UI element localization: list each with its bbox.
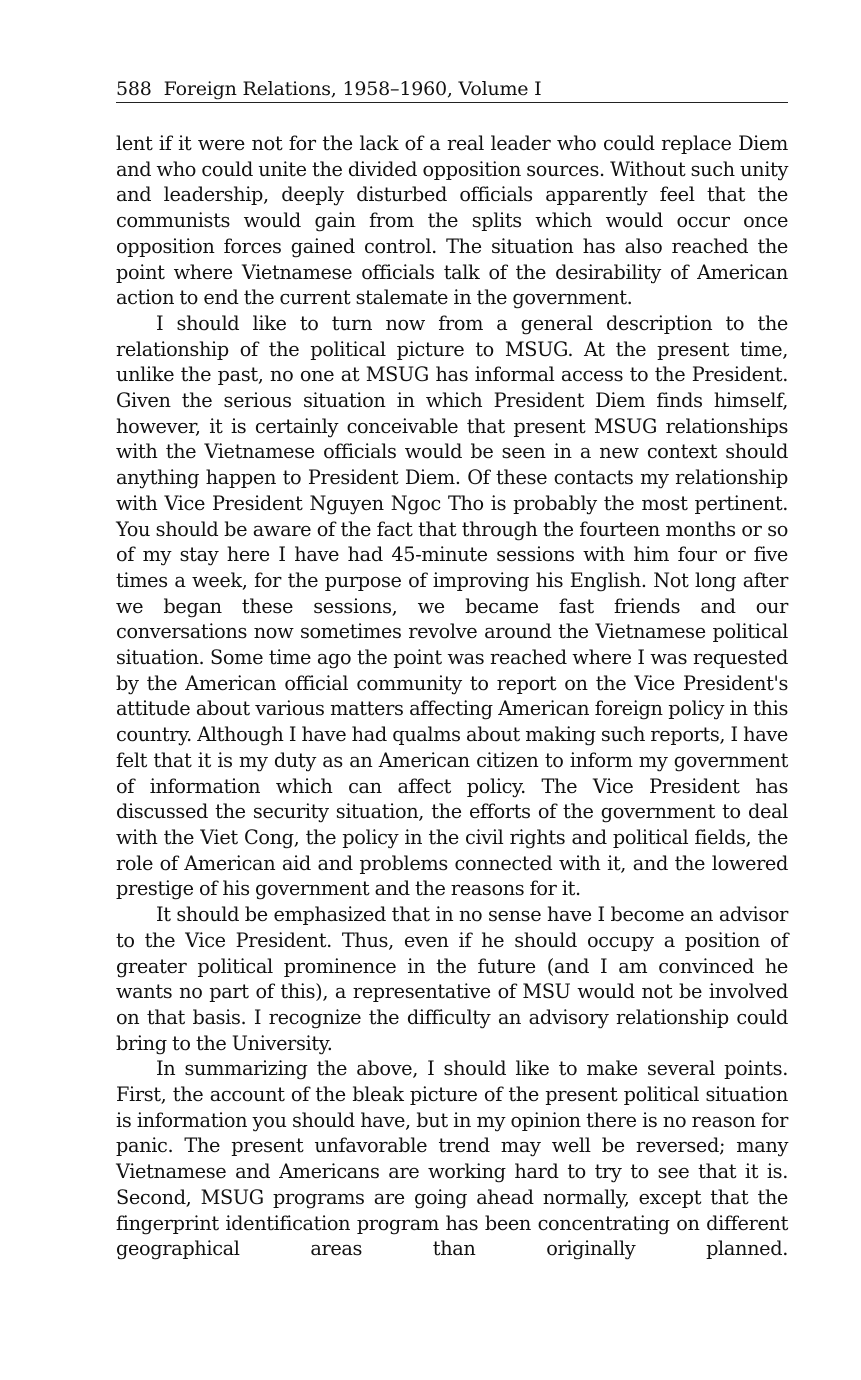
paragraph-3: It should be emphasized that in no sense have I become an advisor to the Vice President. Thus, even if he should occupy a position of greater political prominence in the future (and I am convinced he wants no part of this), a representative of MSU would not be involved on that basis. I recognize the difficulty an advisory relationship could bring to the University. xyxy=(116,903,788,1055)
body-text xyxy=(116,131,788,1262)
paragraph-4: In summarizing the above, I should like to make several points. First, the account of the bleak picture of the present political situation is information you should have, but in my opinion there is no reason for panic. The present unfavorable trend may well be reversed; many Vietnamese and Americans are working hard to try to see that it is. Second, MSUG programs are going ahead normally, except that the fingerprint identification program has been concentrating on different geographical areas than originally planned. xyxy=(116,1057,788,1261)
running-title: Foreign Relations, 1958–1960, Volume I xyxy=(163,78,542,100)
running-header xyxy=(116,76,788,103)
page-number: 588 xyxy=(116,78,152,100)
paragraph-2: I should like to turn now from a general description to the relationship of the political picture to MSUG. At the present time, unlike the past, no one at MSUG has informal access to the President. Given the serious situation in which President Diem finds himself, however, it is certainly conceivable that present MSUG relationships with the Vietnamese officials would be seen in a new context should anything happen to President Diem. Of these contacts my relationship with Vice President Nguyen Ngoc Tho is probably the most pertinent. You should be aware of the fact that through the fourteen months or so of my stay here I have had 45-minute sessions with him four or five times a week, for the purpose of improving his English. Not long after we began these sessions, we became fast friends and our conversations now sometimes revolve around the Vietnamese political situation. Some time ago the point was reached where I was requested by the American official community to report on the Vice President's attitude about various matters affecting American foreign policy in this country. Although I have had qualms about making such reports, I have felt that it is my duty as an American citizen to inform my government of information which can affect policy. The Vice President has discussed the security situation, the efforts of the government to deal with the Viet Cong, the policy in the civil rights and political fields, the role of American aid and problems connected with it, and the lowered prestige of his government and the reasons for it. xyxy=(116,311,788,901)
paragraph-1: lent if it were not for the lack of a real leader who could replace Diem and who could unite the divided opposition sources. Without such unity and leadership, deeply disturbed officials apparently feel that the communists would gain from the splits which would occur once opposition forces gained control. The situation has also reached the point where Vietnamese officials talk of the desirability of American action to end the current stalemate in the government. xyxy=(116,132,788,310)
